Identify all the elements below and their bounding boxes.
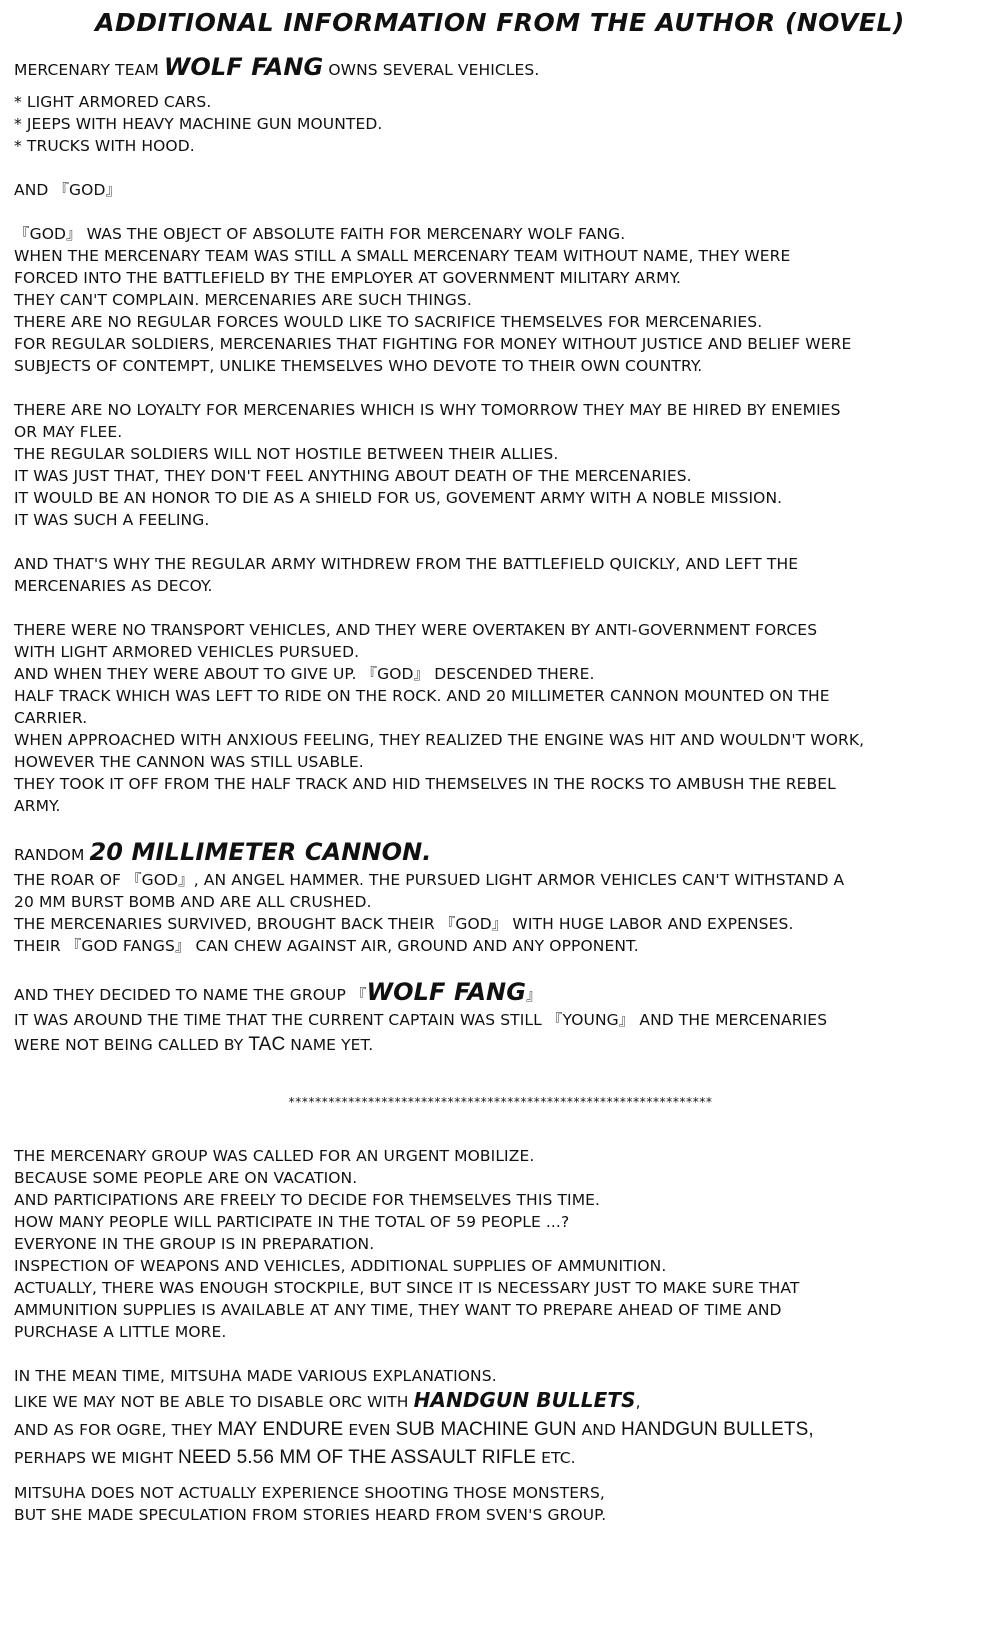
text-line: 『GOD』 WAS THE OBJECT OF ABSOLUTE FAITH FOR MERCENARY WOLF FANG. xyxy=(14,225,626,243)
page-title: ADDITIONAL INFORMATION FROM THE AUTHOR (NOVEL) xyxy=(95,8,905,37)
text-line: THERE WERE NO TRANSPORT VEHICLES, AND THEY WERE OVERTAKEN BY ANTI-GOVERNMENT FORCES xyxy=(14,621,818,639)
text-line: CARRIER. xyxy=(14,709,88,727)
text: EVEN xyxy=(343,1421,396,1439)
paragraph-vehicles-intro xyxy=(14,53,986,81)
text-line: IT WOULD BE AN HONOR TO DIE AS A SHIELD FOR US, GOVEMENT ARMY WITH A NOBLE MISSION. xyxy=(14,489,783,507)
text-line: THERE ARE NO LOYALTY FOR MERCENARIES WHICH IS WHY TOMORROW THEY MAY BE HIRED BY ENEMIES xyxy=(14,401,841,419)
text-line: INSPECTION OF WEAPONS AND VEHICLES, ADDITIONAL SUPPLIES OF AMMUNITION. xyxy=(14,1257,667,1275)
text-line: THE MERCENARIES SURVIVED, BROUGHT BACK THEIR 『GOD』 WITH HUGE LABOR AND EXPENSES. xyxy=(14,915,794,933)
text-line: EVERYONE IN THE GROUP IS IN PREPARATION. xyxy=(14,1235,375,1253)
text-line: FOR REGULAR SOLDIERS, MERCENARIES THAT FIGHTING FOR MONEY WITHOUT JUSTICE AND BELIEF WERE xyxy=(14,335,852,353)
text-line: AMMUNITION SUPPLIES IS AVAILABLE AT ANY TIME, THEY WANT TO PREPARE AHEAD OF TIME AND xyxy=(14,1301,782,1319)
text-line: HOW MANY PEOPLE WILL PARTICIPATE IN THE TOTAL OF 59 PEOPLE ...? xyxy=(14,1213,570,1231)
text-line: BUT SHE MADE SPECULATION FROM STORIES HEARD FROM SVEN'S GROUP. xyxy=(14,1506,607,1524)
text-line: THE ROAR OF 『GOD』, AN ANGEL HAMMER. THE PURSUED LIGHT ARMOR VEHICLES CAN'T WITHSTAND A xyxy=(14,871,845,889)
text-line: HALF TRACK WHICH WAS LEFT TO RIDE ON THE ROCK. AND 20 MILLIMETER CANNON MOUNTED ON THE xyxy=(14,687,830,705)
section-divider: **************************************************************** xyxy=(288,1095,712,1109)
text-line: AND PARTICIPATIONS ARE FREELY TO DECIDE FOR THEMSELVES THIS TIME. xyxy=(14,1191,601,1209)
emphasis-may-endure: MAY ENDURE xyxy=(217,1419,344,1440)
emphasis-assault-rifle: NEED 5.56 MM OF THE ASSAULT RIFLE xyxy=(178,1447,537,1468)
list-item: * JEEPS WITH HEAVY MACHINE GUN MOUNTED. xyxy=(14,115,383,133)
text-line: WHEN THE MERCENARY TEAM WAS STILL A SMALL MERCENARY TEAM WITHOUT NAME, THEY WERE xyxy=(14,247,791,265)
and-god-line: AND 『GOD』 xyxy=(14,181,122,199)
text: AND AS FOR OGRE, THEY xyxy=(14,1421,218,1439)
text: NAME YET. xyxy=(285,1036,374,1054)
emphasis-cannon: 20 MILLIMETER CANNON. xyxy=(89,838,432,866)
text-line: HOWEVER THE CANNON WAS STILL USABLE. xyxy=(14,753,364,771)
text-line: IT WAS JUST THAT, THEY DON'T FEEL ANYTHING ABOUT DEATH OF THE MERCENARIES. xyxy=(14,467,692,485)
emphasis-handgun: HANDGUN BULLETS, xyxy=(621,1419,814,1440)
paragraph-explanations xyxy=(14,1365,986,1472)
paragraph-decoy xyxy=(14,553,986,597)
paragraph-mobilize xyxy=(14,1145,986,1343)
emphasis-smg: SUB MACHINE GUN xyxy=(395,1419,577,1440)
text-line: ARMY. xyxy=(14,797,61,815)
paragraph-speculation xyxy=(14,1482,986,1526)
paragraph-god-faith xyxy=(14,223,986,377)
text-line: WITH LIGHT ARMORED VEHICLES PURSUED. xyxy=(14,643,360,661)
text-line: IT WAS AROUND THE TIME THAT THE CURRENT CAPTAIN WAS STILL 『YOUNG』 AND THE MERCENARIES xyxy=(14,1011,828,1029)
list-item: * LIGHT ARMORED CARS. xyxy=(14,93,212,111)
emphasis-wolf-fang-name: WOLF FANG xyxy=(366,978,527,1006)
text-line: THEY CAN'T COMPLAIN. MERCENARIES ARE SUCH THINGS. xyxy=(14,291,472,309)
text-line: THE MERCENARY GROUP WAS CALLED FOR AN URGENT MOBILIZE. xyxy=(14,1147,535,1165)
text: , xyxy=(635,1393,641,1411)
text: LIKE WE MAY NOT BE ABLE TO DISABLE ORC WITH xyxy=(14,1393,414,1411)
text: OWNS SEVERAL VEHICLES. xyxy=(323,61,540,79)
text-line: THE REGULAR SOLDIERS WILL NOT HOSTILE BETWEEN THEIR ALLIES. xyxy=(14,445,559,463)
text-line: AND WHEN THEY WERE ABOUT TO GIVE UP. 『GOD』 DESCENDED THERE. xyxy=(14,665,595,683)
list-item: * TRUCKS WITH HOOD. xyxy=(14,137,195,155)
emphasis-tac: TAC xyxy=(248,1034,286,1055)
text-line: ACTUALLY, THERE WAS ENOUGH STOCKPILE, BUT SINCE IT IS NECESSARY JUST TO MAKE SURE THAT xyxy=(14,1279,800,1297)
text-line: FORCED INTO THE BATTLEFIELD BY THE EMPLOYER AT GOVERNMENT MILITARY ARMY. xyxy=(14,269,682,287)
text-line: THEIR 『GOD FANGS』 CAN CHEW AGAINST AIR, GROUND AND ANY OPPONENT. xyxy=(14,937,639,955)
text: MERCENARY TEAM xyxy=(14,61,164,79)
text-line: IT WAS SUCH A FEELING. xyxy=(14,511,210,529)
text: PERHAPS WE MIGHT xyxy=(14,1449,179,1467)
text-line: MERCENARIES AS DECOY. xyxy=(14,577,213,595)
text-line: THEY TOOK IT OFF FROM THE HALF TRACK AND HID THEMSELVES IN THE ROCKS TO AMBUSH THE REBEL xyxy=(14,775,836,793)
paragraph-cannon xyxy=(14,839,986,957)
text-line: SUBJECTS OF CONTEMPT, UNLIKE THEMSELVES WHO DEVOTE TO THEIR OWN COUNTRY. xyxy=(14,357,703,375)
paragraph-god-descended xyxy=(14,619,986,817)
text-line: MITSUHA DOES NOT ACTUALLY EXPERIENCE SHOOTING THOSE MONSTERS, xyxy=(14,1484,605,1502)
emphasis-handgun-bullets: HANDGUN BULLETS xyxy=(413,1388,636,1412)
text: 』 xyxy=(526,986,542,1004)
emphasis-wolf-fang: WOLF FANG xyxy=(163,53,324,81)
vehicle-list xyxy=(14,91,986,157)
text-line: IN THE MEAN TIME, MITSUHA MADE VARIOUS EXPLANATIONS. xyxy=(14,1367,497,1385)
text: AND THEY DECIDED TO NAME THE GROUP 『 xyxy=(14,986,367,1004)
text-line: 20 MM BURST BOMB AND ARE ALL CRUSHED. xyxy=(14,893,372,911)
text-line: PURCHASE A LITTLE MORE. xyxy=(14,1323,227,1341)
text-line: WHEN APPROACHED WITH ANXIOUS FEELING, THEY REALIZED THE ENGINE WAS HIT AND WOULDN'T WORK, xyxy=(14,731,865,749)
text-line: AND THAT'S WHY THE REGULAR ARMY WITHDREW FROM THE BATTLEFIELD QUICKLY, AND LEFT THE xyxy=(14,555,799,573)
paragraph-naming xyxy=(14,979,986,1059)
text: AND xyxy=(576,1421,622,1439)
text: ETC. xyxy=(536,1449,576,1467)
paragraph-loyalty xyxy=(14,399,986,531)
text: RANDOM xyxy=(14,846,90,864)
text-line: BECAUSE SOME PEOPLE ARE ON VACATION. xyxy=(14,1169,358,1187)
text-line: OR MAY FLEE. xyxy=(14,423,123,441)
text: WERE NOT BEING CALLED BY xyxy=(14,1036,249,1054)
text-line: THERE ARE NO REGULAR FORCES WOULD LIKE TO SACRIFICE THEMSELVES FOR MERCENARIES. xyxy=(14,313,763,331)
